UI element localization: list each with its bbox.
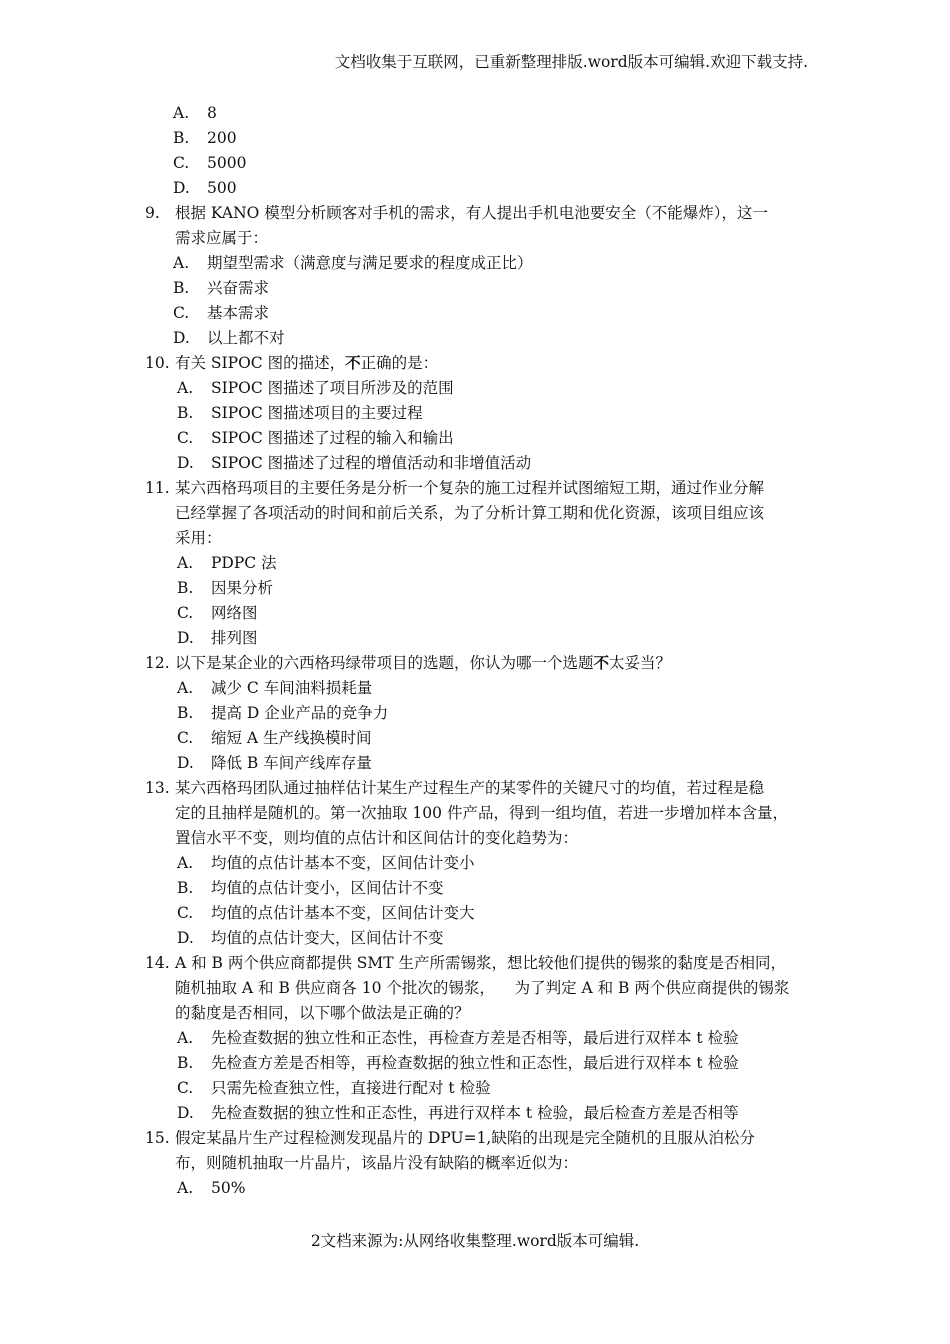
question-15 (145, 1126, 825, 1201)
option-label: D. (177, 929, 194, 947)
list-item (145, 301, 825, 326)
option-label: C. (173, 154, 190, 172)
option-text: 基本需求 (207, 304, 270, 322)
option-label: C. (177, 904, 194, 922)
option-label: A. (173, 254, 190, 272)
option-text: SIPOC 图描述项目的主要过程 (211, 404, 423, 422)
question-12 (145, 651, 825, 776)
option-text: 均值的点估计基本不变，区间估计变小 (211, 854, 475, 872)
question-stem (145, 1126, 825, 1151)
option-label: A. (177, 1029, 194, 1047)
option-label: D. (177, 1104, 194, 1122)
option-label: B. (177, 404, 194, 422)
list-item (145, 376, 825, 401)
question-stem (145, 201, 825, 226)
question-stem (145, 951, 825, 976)
option-text: 网络图 (211, 604, 258, 622)
option-label: C. (177, 729, 194, 747)
stem-text: 正确的是： (360, 354, 439, 372)
question-number: 10. (145, 354, 170, 372)
option-text: 减少 C 车间油料损耗量 (211, 679, 373, 697)
option-label: C. (177, 604, 194, 622)
list-item (145, 551, 825, 576)
q8-options (145, 101, 825, 201)
list-item (145, 601, 825, 626)
list-item (145, 176, 825, 201)
question-stem (145, 351, 825, 376)
list-item (145, 626, 825, 651)
option-label: C. (177, 429, 194, 447)
option-text: 5000 (207, 154, 247, 172)
question-number: 11. (145, 479, 170, 497)
list-item (145, 901, 825, 926)
option-text: 先检查数据的独立性和正态性，再进行双样本 t 检验，最后检查方差是否相等 (211, 1104, 739, 1122)
stem-line (175, 351, 438, 376)
option-label: B. (173, 129, 190, 147)
list-item (145, 726, 825, 751)
list-item (145, 1176, 825, 1201)
question-11 (145, 476, 825, 651)
option-label: A. (177, 554, 194, 572)
option-label: A. (177, 379, 194, 397)
stem-line: A 和 B 两个供应商都提供 SMT 生产所需锡浆，想比较他们提供的锡浆的黏度是否相同， (175, 954, 787, 972)
option-label: C. (177, 1079, 194, 1097)
option-text: 只需先检查独立性，直接进行配对 t 检验 (211, 1079, 491, 1097)
question-14 (145, 951, 825, 1126)
question-number: 15. (145, 1129, 170, 1147)
list-item (145, 276, 825, 301)
stem-line: 布，则随机抽取一片晶片，该晶片没有缺陷的概率近似为： (175, 1154, 579, 1172)
option-text: SIPOC 图描述了过程的增值活动和非增值活动 (211, 454, 532, 472)
list-item (145, 676, 825, 701)
list-item (145, 251, 825, 276)
stem-text: 太妥当？ (609, 654, 672, 672)
list-item (145, 876, 825, 901)
list-item (145, 401, 825, 426)
option-text: 降低 B 车间产线库存量 (211, 754, 372, 772)
option-text: 500 (207, 179, 237, 197)
option-text: 均值的点估计变大，区间估计不变 (211, 929, 444, 947)
question-list (145, 101, 825, 1201)
option-label: B. (177, 579, 194, 597)
list-item (145, 101, 825, 126)
list-item (145, 451, 825, 476)
list-item (145, 1051, 825, 1076)
option-text: 先检查方差是否相等，再检查数据的独立性和正态性，最后进行双样本 t 检验 (211, 1054, 739, 1072)
question-number: 12. (145, 654, 170, 672)
page-header: 文档收集于互联网，已重新整理排版.word版本可编辑.欢迎下载支持. (334, 53, 808, 71)
question-stem (145, 651, 825, 676)
list-item (145, 151, 825, 176)
option-text: 因果分析 (211, 579, 274, 597)
option-text: 8 (207, 104, 217, 122)
option-text: 期望型需求（满意度与满足要求的程度成正比） (207, 254, 533, 272)
question-stem (145, 776, 825, 801)
option-text: 排列图 (211, 629, 258, 647)
stem-line: 假定某晶片生产过程检测发现晶片的 DPU=1,缺陷的出现是完全随机的且服从泊松分 (175, 1129, 755, 1147)
stem-line (175, 651, 671, 676)
option-label: D. (177, 754, 194, 772)
stem-line: 定的且抽样是随机的。第一次抽取 100 件产品，得到一组均值，若进一步增加样本含量， (175, 804, 788, 822)
stem-line: 已经掌握了各项活动的时间和前后关系，为了分析计算工期和优化资源，该项目组应该 (175, 504, 765, 522)
stem-line: 某六西格玛项目的主要任务是分析一个复杂的施工过程并试图缩短工期，通过作业分解 (175, 479, 765, 497)
option-text: SIPOC 图描述了过程的输入和输出 (211, 429, 454, 447)
stem-line: 根据 KANO 模型分析顾客对手机的需求，有人提出手机电池要安全（不能爆炸），这一 (175, 204, 769, 222)
question-number: 13. (145, 779, 170, 797)
option-text: 兴奋需求 (207, 279, 270, 297)
list-item (145, 126, 825, 151)
stem-line: 需求应属于： (175, 229, 269, 247)
option-label: B. (177, 879, 194, 897)
question-9 (145, 201, 825, 351)
emphasis-text: 不 (593, 654, 610, 672)
option-text: 200 (207, 129, 237, 147)
list-item (145, 851, 825, 876)
emphasis-text: 不 (345, 354, 361, 372)
list-item (145, 926, 825, 951)
stem-line: 的黏度是否相同，以下哪个做法是正确的？ (175, 1004, 470, 1022)
stem-text: 有关 SIPOC 图的描述， (175, 354, 346, 372)
option-label: D. (173, 329, 190, 347)
list-item (145, 1026, 825, 1051)
option-text: SIPOC 图描述了项目所涉及的范围 (211, 379, 454, 397)
list-item (145, 576, 825, 601)
option-text: 先检查数据的独立性和正态性，再检查方差是否相等，最后进行双样本 t 检验 (211, 1029, 739, 1047)
option-label: A. (177, 679, 194, 697)
question-number: 9. (145, 204, 160, 222)
list-item (145, 1101, 825, 1126)
option-label: A. (173, 104, 190, 122)
option-label: C. (173, 304, 190, 322)
option-label: B. (177, 1054, 194, 1072)
stem-line: 某六西格玛团队通过抽样估计某生产过程生产的某零件的关键尺寸的均值，若过程是稳 (175, 779, 765, 797)
option-label: D. (177, 629, 194, 647)
option-text: 均值的点估计变小，区间估计不变 (211, 879, 444, 897)
option-label: B. (177, 704, 194, 722)
option-text: 均值的点估计基本不变，区间估计变大 (211, 904, 475, 922)
option-text: 50% (211, 1179, 246, 1197)
list-item (145, 1076, 825, 1101)
stem-line: 采用： (175, 529, 222, 547)
question-number: 14. (145, 954, 170, 972)
stem-text: 以下是某企业的六西格玛绿带项目的选题，你认为哪一个选题 (175, 654, 594, 672)
option-label: A. (177, 854, 194, 872)
list-item (145, 326, 825, 351)
option-text: 缩短 A 生产线换模时间 (211, 729, 372, 747)
page-footer: 2文档来源为:从网络收集整理.word版本可编辑. (310, 1232, 640, 1250)
stem-line: 随机抽取 A 和 B 供应商各 10 个批次的锡浆， 为了判定 A 和 B 两个供应商提供的锡浆 (175, 979, 790, 997)
list-item (145, 701, 825, 726)
list-item (145, 751, 825, 776)
option-text: 以上都不对 (207, 329, 285, 347)
option-label: B. (173, 279, 190, 297)
option-label: D. (173, 179, 190, 197)
list-item (145, 426, 825, 451)
option-label: D. (177, 454, 194, 472)
option-text: PDPC 法 (211, 554, 277, 572)
stem-line: 置信水平不变，则均值的点估计和区间估计的变化趋势为： (175, 829, 579, 847)
option-text: 提高 D 企业产品的竞争力 (211, 704, 389, 722)
question-stem (145, 476, 825, 501)
option-label: A. (177, 1179, 194, 1197)
question-13 (145, 776, 825, 951)
question-10 (145, 351, 825, 476)
